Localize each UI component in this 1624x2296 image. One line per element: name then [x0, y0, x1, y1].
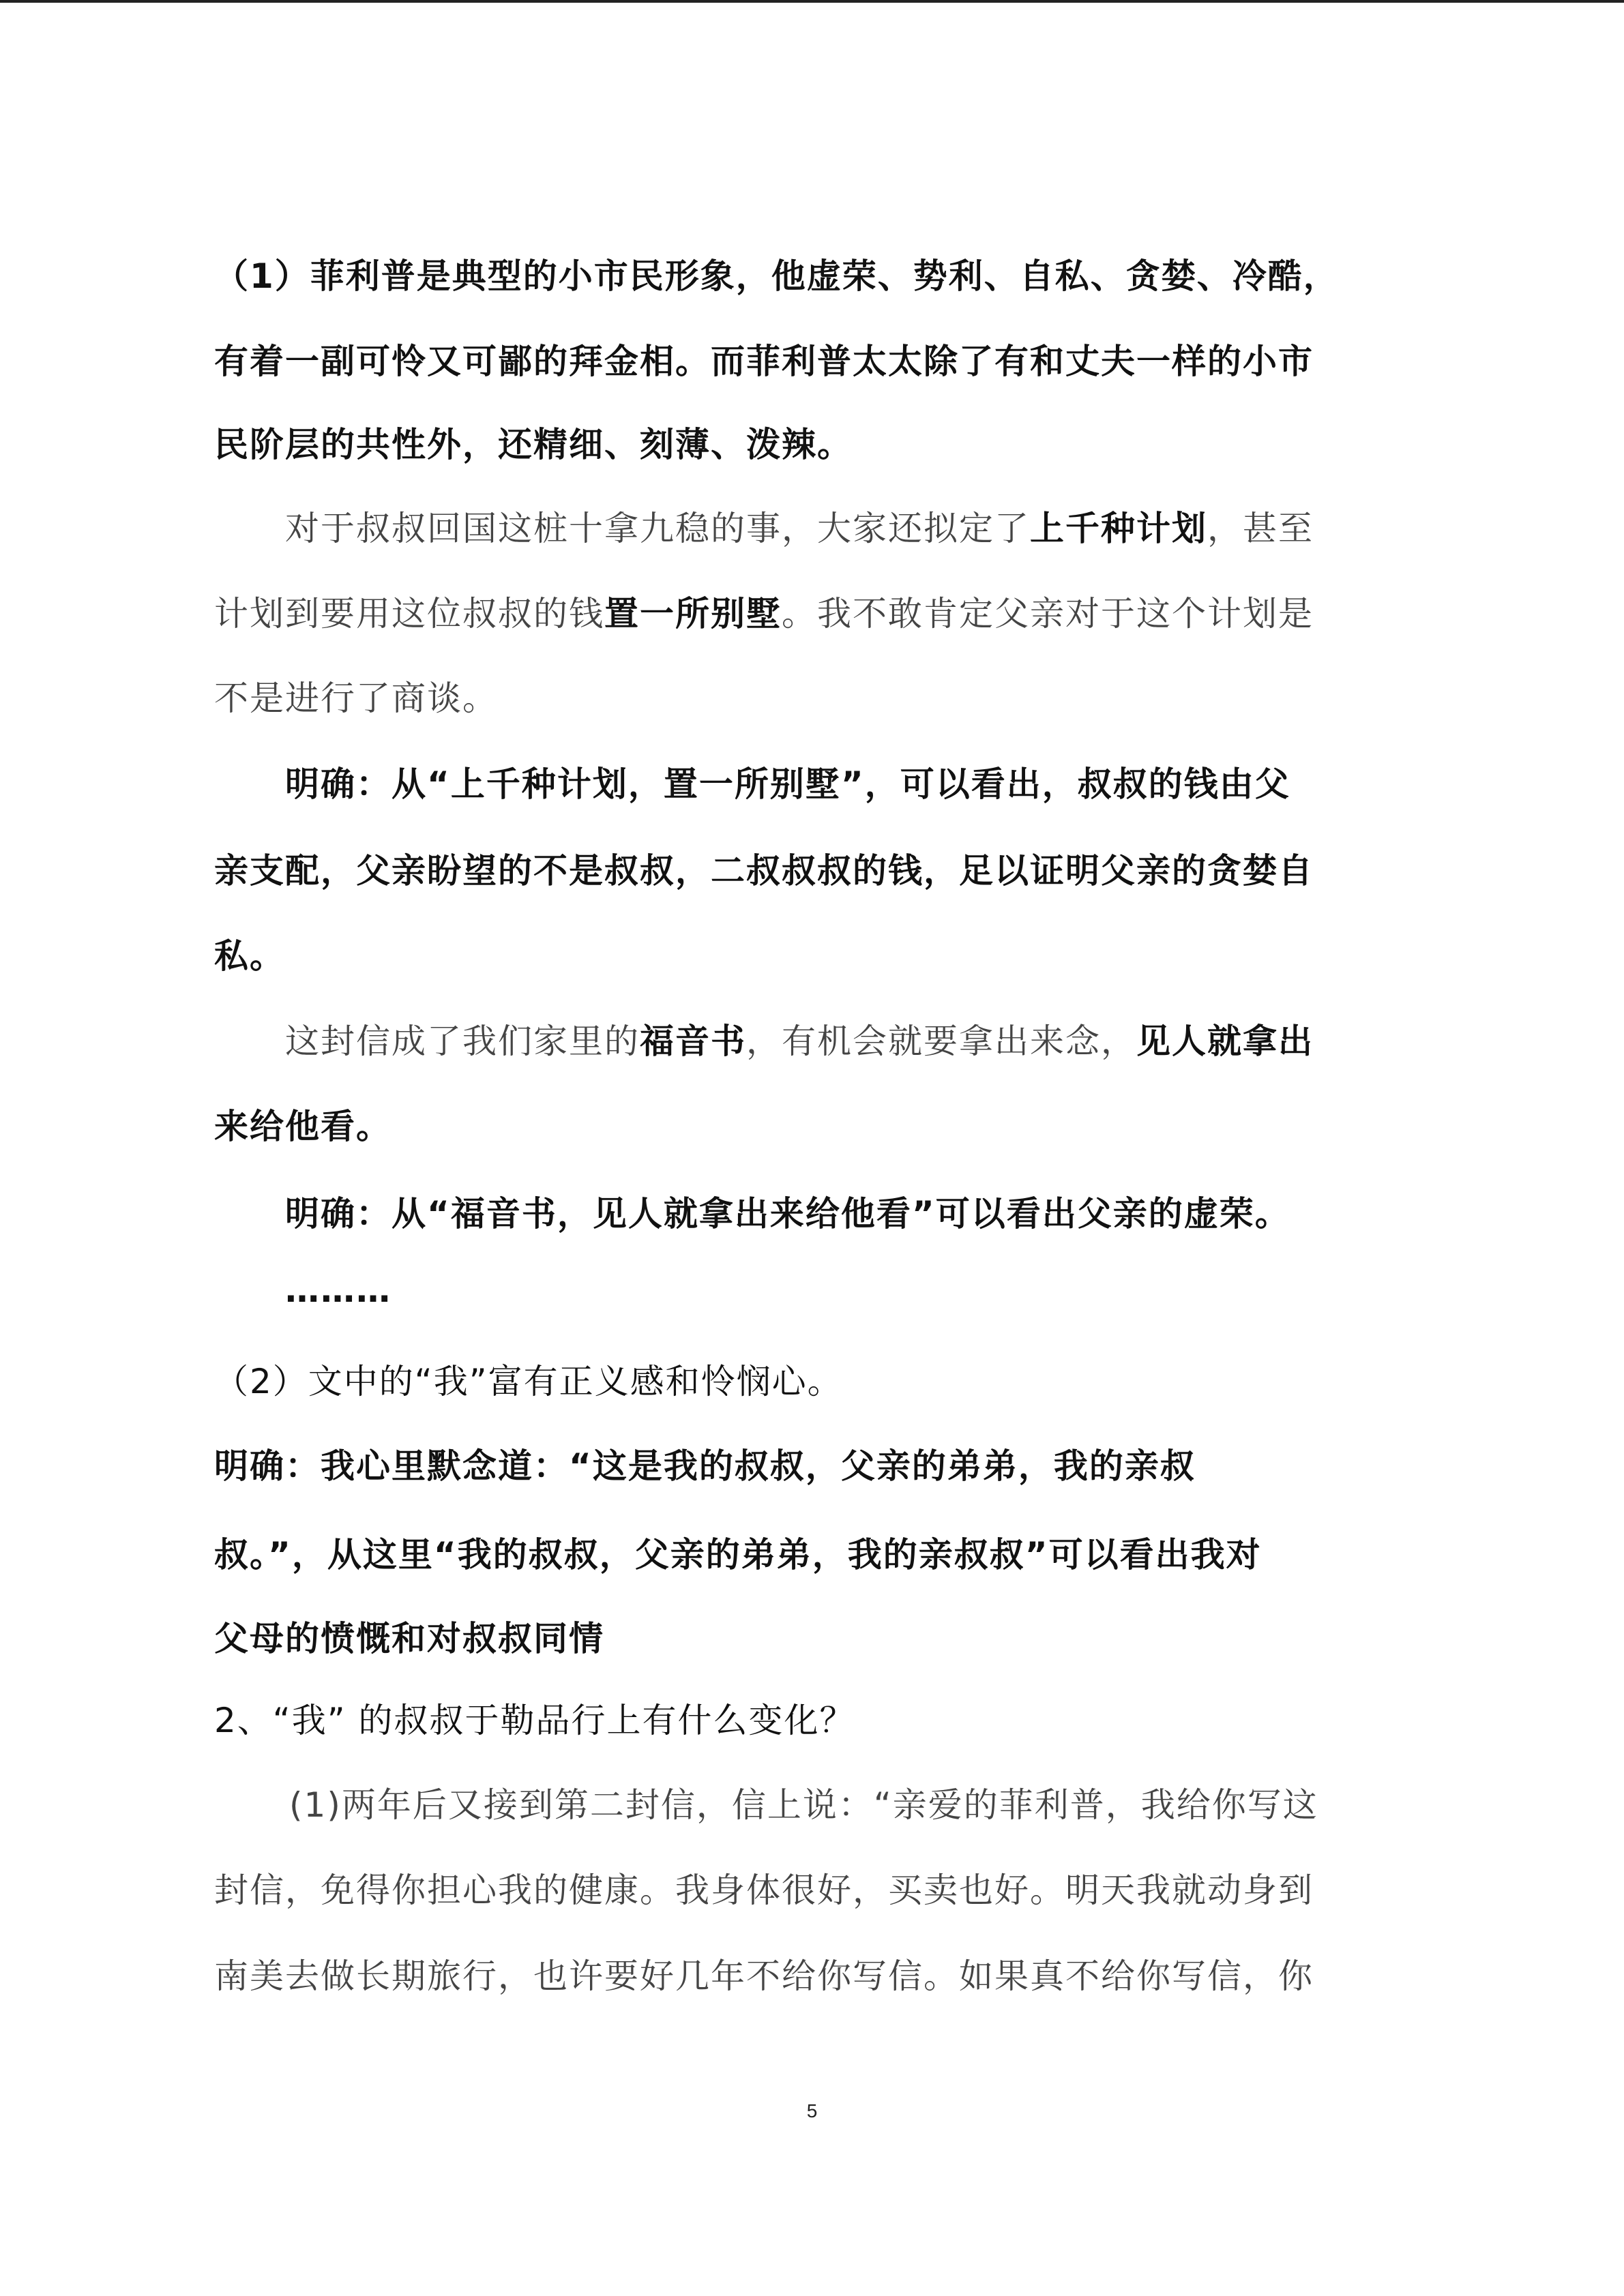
quote-text: 这封信成了我们家里的	[285, 1022, 640, 1061]
quote-1-line-2	[214, 593, 1314, 634]
emphasis-text: 来给他看。	[214, 1107, 392, 1146]
quote-3-line-3: 南美去做长期旅行，也许要好几年不给你写信。如果真不给你写信，你	[214, 1956, 1314, 1996]
quote-text: 。我不敢肯定父亲对于这个计划是	[782, 594, 1314, 633]
quote-3-line-2: 封信，免得你担心我的健康。我身体很好，买卖也好。明天我就动身到	[214, 1870, 1314, 1910]
point-2-heading: （2）文中的“我”富有正义感和怜悯心。	[214, 1362, 843, 1401]
quote-2-line-1	[285, 1021, 1314, 1062]
page-number: 5	[806, 2100, 818, 2121]
paragraph-1-line-3: 民阶层的共性外，还精细、刻薄、泼辣。	[214, 425, 853, 464]
analysis-1-line-2: 亲支配，父亲盼望的不是叔叔，二叔叔叔的钱，足以证明父亲的贪婪自	[214, 851, 1314, 891]
emphasis-text: 见人就拿出	[1136, 1022, 1314, 1061]
quote-text: 不是进行了商谈。	[214, 679, 498, 718]
emphasis-text: 福音书	[640, 1022, 746, 1061]
analysis-2: 明确：从“福音书，见人就拿出来给他看”可以看出父亲的虚荣。	[285, 1194, 1290, 1234]
analysis-3-line-1: 明确：我心里默念道：“这是我的叔叔，父亲的弟弟，我的亲叔	[214, 1446, 1196, 1486]
quote-text: 计划到要用这位叔叔的钱	[214, 594, 604, 633]
quote-2-line-2	[214, 1106, 392, 1147]
ellipsis: ………	[285, 1270, 392, 1310]
analysis-1-line-3: 私。	[214, 936, 285, 976]
quote-text: 对于叔叔回国这桩十拿九稳的事，大家还拟定了	[285, 509, 1030, 548]
analysis-1-line-1: 明确：从“上千种计划，置一所别墅”，可以看出，叔叔的钱由父	[285, 764, 1290, 804]
quote-text: ，甚至	[1207, 509, 1314, 548]
quote-1-line-1	[285, 508, 1314, 549]
paragraph-1-line-2: 有着一副可怜又可鄙的拜金相。而菲利普太太除了有和丈夫一样的小市	[214, 342, 1314, 381]
emphasis-text: 置一所别墅	[604, 594, 782, 633]
document-page	[214, 0, 1415, 2296]
paragraph-1-line-1: （1）菲利普是典型的小市民形象，他虚荣、势利、自私、贪婪、冷酷，	[214, 256, 1339, 296]
analysis-3-line-3: 父母的愤慨和对叔叔同情	[214, 1619, 604, 1658]
question-2: 2、“我” 的叔叔于勒品行上有什么变化？	[214, 1701, 855, 1740]
quote-1-line-3	[214, 678, 498, 719]
quote-text: ，有机会就要拿出来念，	[746, 1022, 1136, 1061]
emphasis-text: 上千种计划	[1030, 509, 1207, 548]
analysis-3-line-2: 叔。”，从这里“我的叔叔，父亲的弟弟，我的亲叔叔”可以看出我对	[214, 1535, 1262, 1575]
quote-3-line-1: (1)两年后又接到第二封信，信上说：“亲爱的菲利普，我给你写这	[289, 1785, 1318, 1825]
